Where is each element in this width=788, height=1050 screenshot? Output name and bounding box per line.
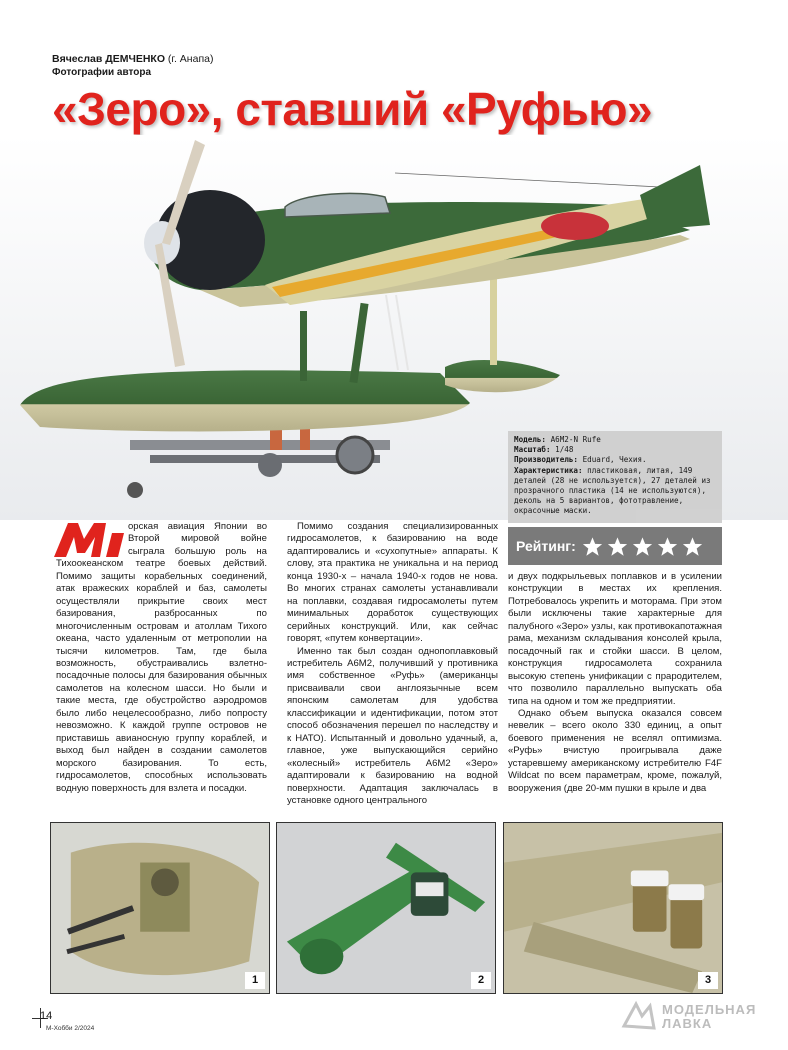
byline	[52, 53, 213, 66]
photo-number: 2	[471, 972, 491, 989]
col3-paragraph-2: Однако объем выпуска оказался совсем невелик – всего около 330 единиц, а опыт боевого применения не вселял оптимизма. «Руфь» вчистую проигрывала даже устаревшему американскому истребителю F4F Wildcat по всем параметрам, кроме, пожалуй, вооружения (две 20-мм пушки в крыле и два	[508, 707, 722, 794]
watermark-logo-icon	[620, 998, 658, 1036]
spec-maker-label: Производитель:	[514, 455, 579, 465]
issue-label: М-Хобби 2/2024	[46, 1025, 95, 1032]
col3-paragraph-1: и двух подкрыльевых поплавков и в усилении конструкции в местах их крепления. Потребовалось укрепить и моторама. При этом были исключены такие характерные для палубного «Зеро» узлы, как противокапотажная рама, механизм складывания консолей крыла, посадочный гак и стойки шасси. В целом, конструкция гидросамолета сохранила высокую степень унификации с прародителем, что позволило параллельно выпускать оба типа на одном и том же предприятии.	[508, 571, 722, 707]
photo-number: 3	[698, 972, 718, 989]
star-icon	[682, 536, 703, 557]
spec-desc-label: Характеристика:	[514, 465, 583, 475]
watermark	[620, 996, 780, 1038]
rating-bar	[508, 527, 722, 565]
column-3	[508, 571, 722, 795]
photo-cockpit-assembly	[50, 822, 270, 994]
spec-model: A6M2-N Rufe	[550, 435, 601, 444]
photo-credit: Фотографии автора	[52, 67, 152, 78]
article-title: «Зеро», ставший «Руфью»	[52, 83, 653, 135]
spec-scale-label: Масштаб:	[514, 445, 551, 455]
col2-paragraph-2: Именно так был создан однопоплавковый истребитель A6M2, получивший у противника имя собственное «Руфь» (американцы присваивали свои англоязычные всем японским самолетам для удобства классификации и идентификации, потом этот способ обозначения перешел по наследству и к НАТО). Испытанный и довольно удачный, а, главное, уже выпускающийся серийно «колесный» истребитель A6M2 «Зеро» адаптировали к базированию на водной поверхности. Адаптация заключалась в установке одного центрального	[287, 645, 498, 806]
spec-maker: Eduard, Чехия.	[582, 455, 647, 465]
watermark-line-1: МОДЕЛЬНАЯ	[662, 1002, 757, 1017]
photo-number: 1	[245, 972, 265, 989]
column-1	[56, 521, 267, 795]
m-logo-icon	[54, 523, 124, 557]
photo-green-airframe	[276, 822, 496, 994]
kit-specs-box	[508, 431, 722, 523]
author-city: (г. Анапа)	[167, 53, 214, 65]
spec-model-label: Модель:	[514, 435, 547, 444]
watermark-line-2: ЛАВКА	[662, 1016, 713, 1031]
col1-paragraph: орская авиация Японии во Второй мировой войне сыграла большую роль на Тихоокеанском театре боевых действий. Помимо защиты корабельных соединений, атак вражеских кораблей и баз, самолеты осуществляли прикрытие своих мест базирования, разбросанных по многочисленным островам и атоллам Тихого океана, часто удаленным от метрополии на тысячи километров. Там, где была возможность, обустраивались взлетно-посадочные полосы для базирования обычных самолетов на колесном шасси. Но были и такие места, где обустройство аэродромов было либо нецелесообразно, либо попросту невозможно. К каждой группе островов не приставишь авианосную группу кораблей, и выход был найден в создании самолетов морского базирования. То есть, гидросамолетов, способных использовать водную поверхность для взлета и посадки.	[56, 521, 267, 794]
author-name: Вячеслав ДЕМЧЕНКО	[52, 53, 165, 65]
spec-desc: пластиковая, литая, 149 деталей (28 не используется), 27 деталей из прозрачного пластика (14 не используются), деколь на 5 вариантов, фототравление, окрасочные маски.	[514, 465, 711, 516]
photo-gray-green-paint	[503, 822, 723, 994]
spec-scale: 1/48	[555, 445, 574, 455]
rating-label: Рейтинг:	[516, 538, 576, 554]
column-2	[287, 521, 498, 807]
col2-paragraph-1: Помимо создания специализированных гидросамолетов, к базированию на воде адаптировались и «сухопутные» аппараты. К слову, эта практика не уникальна и на период конца 1930-х – начала 1940-х годов не нова. Во многих странах самолеты устанавливали на поплавки, создавая гидросамолеты путем минимальных доработок существующих серийных конструкций. Или, как сейчас говорят, «путем конвертации».	[287, 521, 498, 645]
star-icon	[582, 536, 603, 557]
rating-stars	[582, 536, 703, 557]
star-icon	[607, 536, 628, 557]
star-icon	[632, 536, 653, 557]
star-icon	[657, 536, 678, 557]
page-number: 14	[40, 1010, 53, 1022]
